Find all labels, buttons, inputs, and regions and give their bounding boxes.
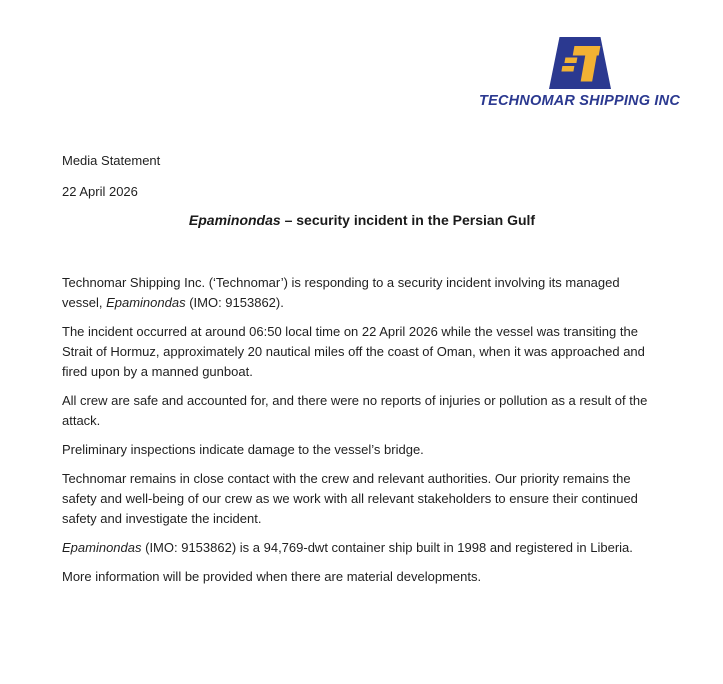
paragraph-text: More information will be provided when there are material developments. (62, 569, 482, 584)
paragraph-text: The incident occurred at around 06:50 local time on 22 April 2026 while the vessel was transiting the Strait of Hormuz, approximately 20 nautical miles off the coast of Oman, when it was approached and fired upon by a manned gunboat. (62, 324, 645, 379)
paragraph-text: All crew are safe and accounted for, and there were no reports of injuries or pollution as a result of the attack. (62, 393, 648, 428)
paragraph-text: Preliminary inspections indicate damage to the vessel’s bridge. (62, 442, 424, 457)
paragraph (62, 273, 662, 313)
paragraph (62, 469, 662, 529)
paragraph (62, 567, 662, 587)
statement-title (62, 210, 662, 231)
paragraph-text: Technomar Shipping Inc. (‘Technomar’) is responding to a security incident involving its managed vessel, (62, 275, 620, 310)
company-name: TECHNOMAR SHIPPING INC (479, 93, 680, 109)
paragraphs (62, 273, 662, 587)
paragraph (62, 440, 662, 460)
company-brand (479, 37, 680, 110)
paragraph-text: (IMO: 9153862). (185, 295, 284, 310)
statement-body (0, 110, 723, 587)
paragraph-text: (IMO: 9153862) is a 94,769-dwt container ship built in 1998 and registered in Liberia. (141, 540, 633, 555)
title-text: – security incident in the Persian Gulf (280, 212, 536, 228)
paragraph (62, 391, 662, 431)
technomar-logo-icon (549, 37, 611, 89)
vessel-name: Epaminondas (188, 212, 281, 228)
vessel-name: Epaminondas (106, 295, 186, 310)
vessel-name: Epaminondas (62, 540, 142, 555)
paragraph-text: Technomar remains in close contact with the crew and relevant authorities. Our priority remains the safety and well-being of our crew as we work with all relevant stakeholders to ensure their continued safety and investigate the incident. (62, 471, 638, 526)
paragraph (62, 538, 662, 558)
statement-date: 22 April 2026 (62, 184, 138, 199)
document-type-label: Media Statement (62, 153, 161, 168)
header (0, 0, 723, 110)
paragraph (62, 322, 662, 382)
